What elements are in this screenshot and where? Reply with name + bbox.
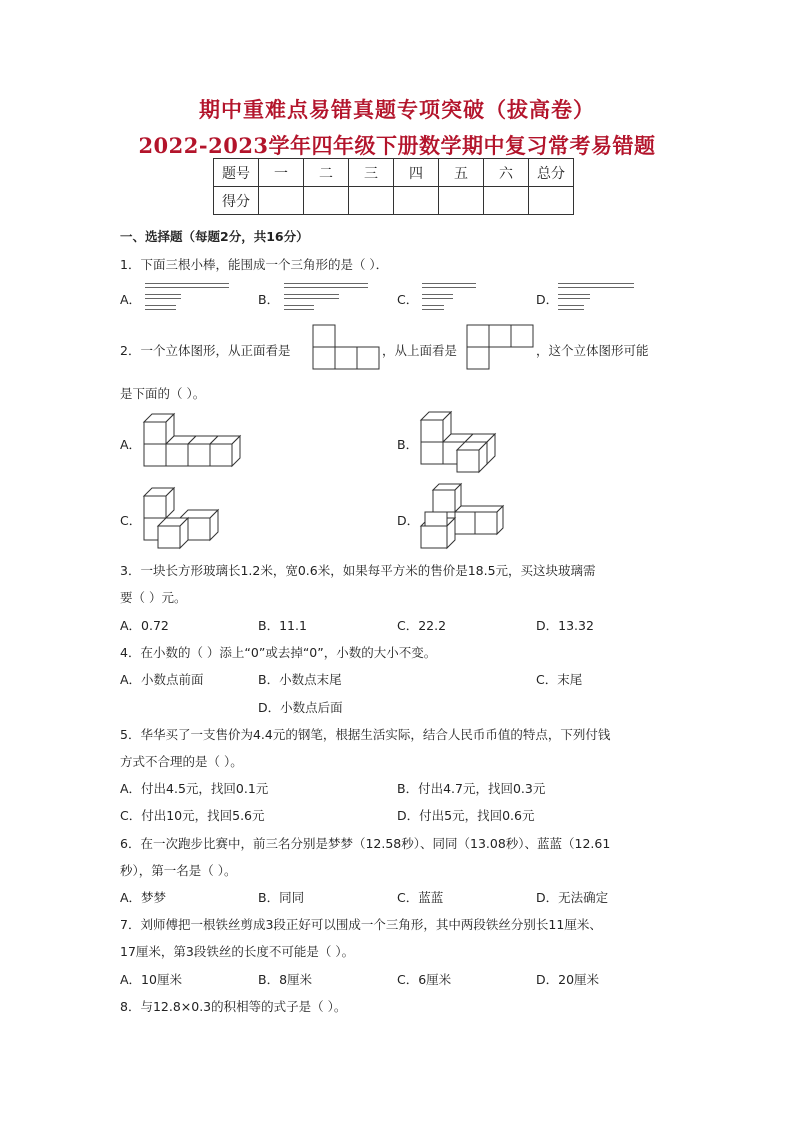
q5-stem-line2: 方式不合理的是（ ）。 xyxy=(120,754,243,769)
q2-option-b-label: B． xyxy=(397,437,419,452)
cube-figure-b xyxy=(419,410,499,476)
stick-image xyxy=(422,294,453,299)
score-entry-cell[interactable] xyxy=(439,187,484,215)
q6-option-d: D．无法确定 xyxy=(536,890,609,905)
q6-stem-line2: 秒），第一名是（ ）。 xyxy=(120,863,237,878)
score-entry-cell[interactable] xyxy=(304,187,349,215)
cube-figure-c xyxy=(142,486,222,552)
score-entry-cell[interactable] xyxy=(349,187,394,215)
score-header-cell: 总分 xyxy=(529,159,574,187)
q6-stem-line1: 6．在一次跑步比赛中，前三名分别是梦梦（12.58秒）、同同（13.08秒）、蓝蓝（12.61 xyxy=(120,836,611,851)
q5-option-c: C．付出10元，找回5.6元 xyxy=(120,808,265,823)
q6-option-b: B．同同 xyxy=(258,890,305,905)
q3-option-d: D．13.32 xyxy=(536,618,594,633)
q1-option-c-label: C． xyxy=(397,292,419,307)
q4-option-a: A．小数点前面 xyxy=(120,672,204,687)
score-table-score-row xyxy=(214,187,574,215)
score-header-cell: 五 xyxy=(439,159,484,187)
q7-option-a: A．10厘米 xyxy=(120,972,182,987)
q2-option-c-label: C． xyxy=(120,513,142,528)
score-table xyxy=(213,158,574,215)
stick-image xyxy=(284,283,368,288)
score-header-cell: 四 xyxy=(394,159,439,187)
q4-option-b: B．小数点末尾 xyxy=(258,672,342,687)
q7-stem-line2: 17厘米，第3段铁丝的长度不可能是（ ）。 xyxy=(120,944,355,959)
q3-option-a: A．0.72 xyxy=(120,618,169,633)
score-header-cell: 题号 xyxy=(214,159,259,187)
stick-image xyxy=(558,305,584,310)
front-view-figure xyxy=(312,324,380,370)
q1-option-a-label: A． xyxy=(120,292,142,307)
score-row-label: 得分 xyxy=(214,187,259,215)
doc-subtitle: 2022-2023学年四年级下册数学期中复习常考易错题 xyxy=(138,133,656,158)
q2-stem-part4: 是下面的（ ）。 xyxy=(120,386,206,401)
q5-stem-line1: 5．华华买了一支售价为4.4元的钢笔，根据生活实际，结合人民币币值的特点，下列付钱 xyxy=(120,727,611,742)
stick-image xyxy=(284,305,314,310)
top-view-figure xyxy=(466,324,534,370)
stick-image xyxy=(558,283,634,288)
score-header-cell: 二 xyxy=(304,159,349,187)
stick-image xyxy=(145,305,176,310)
q3-stem-line1: 3．一块长方形玻璃长1.2米，宽0.6米，如果每平方米的售价是18.5元，买这块玻璃需 xyxy=(120,563,596,578)
score-table-header-row xyxy=(214,159,574,187)
q7-option-d: D．20厘米 xyxy=(536,972,600,987)
score-header-cell: 一 xyxy=(259,159,304,187)
stick-image xyxy=(145,283,229,288)
score-header-cell: 三 xyxy=(349,159,394,187)
q6-option-c: C．蓝蓝 xyxy=(397,890,444,905)
stick-image xyxy=(422,305,444,310)
q2-option-d-label: D． xyxy=(397,513,420,528)
section-heading: 一、选择题（每题2分，共16分） xyxy=(120,229,309,244)
q5-option-b: B．付出4.7元，找回0.3元 xyxy=(397,781,546,796)
q6-option-a: A．梦梦 xyxy=(120,890,167,905)
q7-option-b: B．8厘米 xyxy=(258,972,313,987)
q5-option-a: A．付出4.5元，找回0.1元 xyxy=(120,781,269,796)
q4-option-d: D．小数点后面 xyxy=(258,700,343,715)
q1-stem: 1．下面三根小棒，能围成一个三角形的是（ ）． xyxy=(120,257,389,272)
cube-figure-d xyxy=(419,486,509,552)
score-entry-cell[interactable] xyxy=(259,187,304,215)
score-entry-cell[interactable] xyxy=(529,187,574,215)
score-header-cell: 六 xyxy=(484,159,529,187)
q4-stem: 4．在小数的（ ）添上“0”或去掉“0”，小数的大小不变。 xyxy=(120,645,437,660)
score-entry-cell[interactable] xyxy=(484,187,529,215)
q8-stem: 8．与12.8×0.3的积相等的式子是（ ）。 xyxy=(120,999,347,1014)
stick-image xyxy=(558,294,590,299)
q5-option-d: D．付出5元，找回0.6元 xyxy=(397,808,535,823)
q4-option-c: C．末尾 xyxy=(536,672,583,687)
q1-option-d-label: D． xyxy=(536,292,559,307)
q7-stem-line1: 7．刘师傅把一根铁丝剪成3段正好可以围成一个三角形，其中两段铁丝分别长11厘米、 xyxy=(120,917,602,932)
q3-option-b: B．11.1 xyxy=(258,618,307,633)
q1-option-b-label: B． xyxy=(258,292,280,307)
cube-figure-a xyxy=(142,412,242,470)
stick-image xyxy=(145,294,181,299)
q3-stem-line2: 要（ ）元。 xyxy=(120,590,187,605)
q3-option-c: C．22.2 xyxy=(397,618,447,633)
q2-option-a-label: A． xyxy=(120,437,142,452)
stick-image xyxy=(284,294,339,299)
q7-option-c: C．6厘米 xyxy=(397,972,452,987)
q2-stem-part2: ，从上面看是 xyxy=(382,343,458,358)
score-entry-cell[interactable] xyxy=(394,187,439,215)
q2-stem-part3: ，这个立体图形可能 xyxy=(536,343,649,358)
q2-stem-part1: 2．一个立体图形，从正面看是 xyxy=(120,343,291,358)
stick-image xyxy=(422,283,476,288)
doc-title: 期中重难点易错真题专项突破（拔高卷） xyxy=(199,97,595,122)
